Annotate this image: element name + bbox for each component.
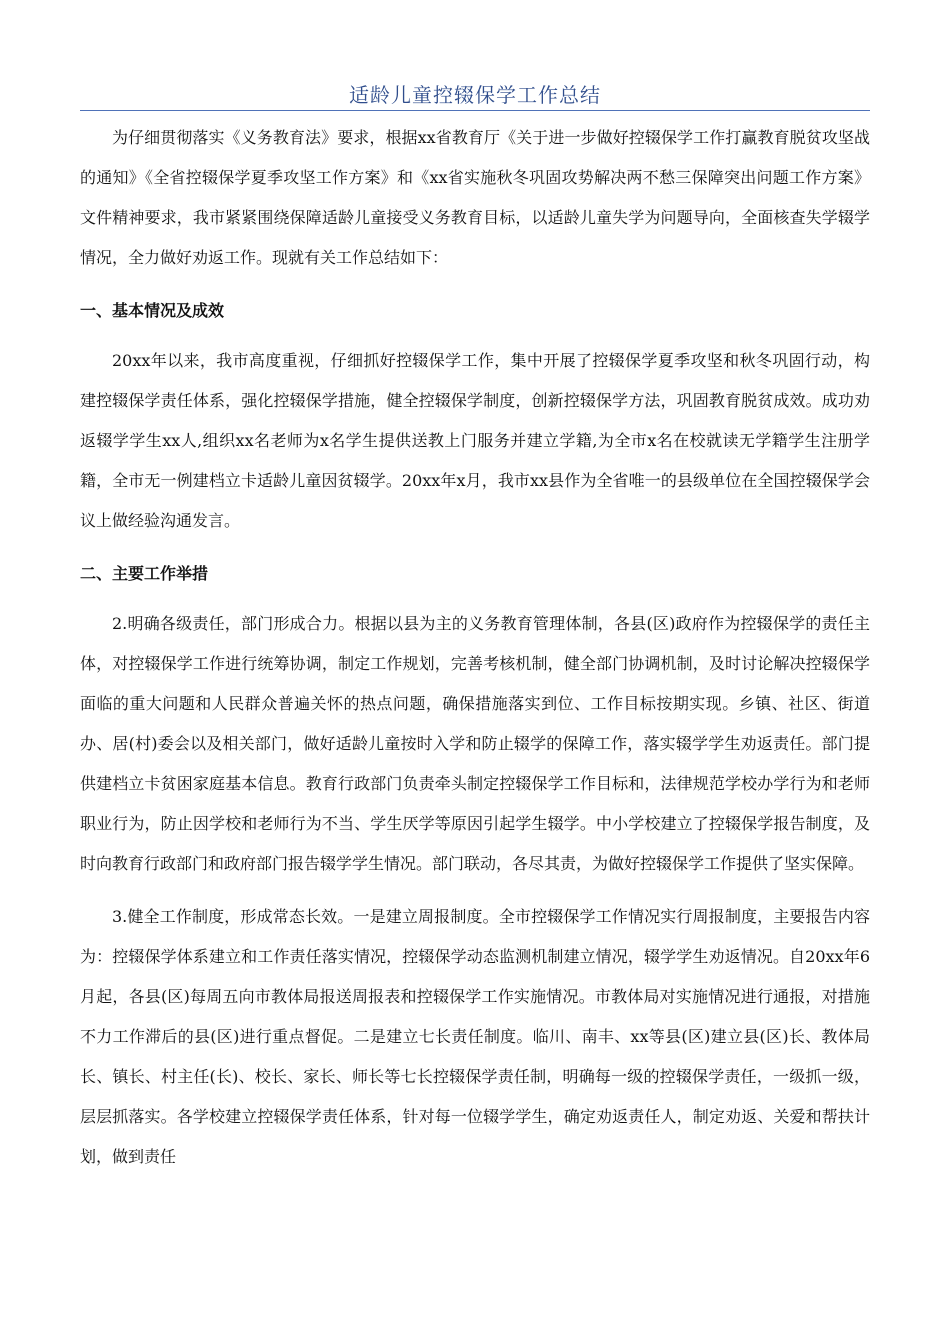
document-title: 适龄儿童控辍保学工作总结 <box>349 83 601 107</box>
section-heading-main-measures: 二、主要工作举措 <box>80 564 209 583</box>
section-2-paragraph-1: 2.明确各级责任，部门形成合力。根据以县为主的义务教育管理体制，各县(区)政府作为控辍保学的责任主体，对控辍保学工作进行统筹协调，制定工作规划，完善考核机制，健全部门协调机制，及时讨论解决控辍保学面临的重大问题和人民群众普遍关怀的热点问题，确保措施落实到位、工作目标按期实现。乡镇、社区、街道办、居(村)委会以及相关部门，做好适龄儿童按时入学和防止辍学的保障工作，落实辍学学生劝返责任。部门提供建档立卡贫困家庭基本信息。教育行政部门负责牵头制定控辍保学工作目标和，法律规范学校办学行为和老师职业行为，防止因学校和老师行为不当、学生厌学等原因引起学生辍学。中小学校建立了控辍保学报告制度，及时向教育行政部门和政府部门报告辍学学生情况。部门联动，各尽其责，为做好控辍保学工作提供了坚实保障。 <box>80 614 870 873</box>
section-2-paragraph-2: 3.健全工作制度，形成常态长效。一是建立周报制度。全市控辍保学工作情况实行周报制度，主要报告内容为：控辍保学体系建立和工作责任落实情况，控辍保学动态监测机制建立情况，辍学学生劝返情况。自20xx年6月起，各县(区)每周五向市教体局报送周报表和控辍保学工作实施情况。市教体局对实施情况进行通报，对措施不力工作滞后的县(区)进行重点督促。二是建立七长责任制度。临川、南丰、xx等县(区)建立县(区)长、教体局长、镇长、村主任(长)、校长、家长、师长等七长控辍保学责任制，明确每一级的控辍保学责任，一级抓一级，层层抓落实。各学校建立控辍保学责任体系，针对每一位辍学学生，确定劝返责任人，制定劝返、关爱和帮扶计划，做到责任 <box>80 907 870 1166</box>
title-underline <box>80 110 870 111</box>
intro-paragraph: 为仔细贯彻落实《义务教育法》要求，根据xx省教育厅《关于进一步做好控辍保学工作打赢教育脱贫攻坚战的通知》《全省控辍保学夏季攻坚工作方案》和《xx省实施秋冬巩固攻势解决两不愁三保障突出问题工作方案》文件精神要求，我市紧紧围绕保障适龄儿童接受义务教育目标，以适龄儿童失学为问题导向，全面核查失学辍学情况，全力做好劝返工作。现就有关工作总结如下： <box>80 128 870 267</box>
document-body <box>80 118 870 1190</box>
section-1-paragraph-1: 20xx年以来，我市高度重视，仔细抓好控辍保学工作，集中开展了控辍保学夏季攻坚和秋冬巩固行动，构建控辍保学责任体系，强化控辍保学措施，健全控辍保学制度，创新控辍保学方法，巩固教育脱贫成效。成功劝返辍学学生xx人,组织xx名老师为x名学生提供送教上门服务并建立学籍,为全市x名在校就读无学籍学生注册学籍，全市无一例建档立卡适龄儿童因贫辍学。20xx年x月，我市xx县作为全省唯一的县级单位在全国控辍保学会议上做经验沟通发言。 <box>80 351 870 530</box>
section-heading-basic-situation: 一、基本情况及成效 <box>80 301 225 320</box>
